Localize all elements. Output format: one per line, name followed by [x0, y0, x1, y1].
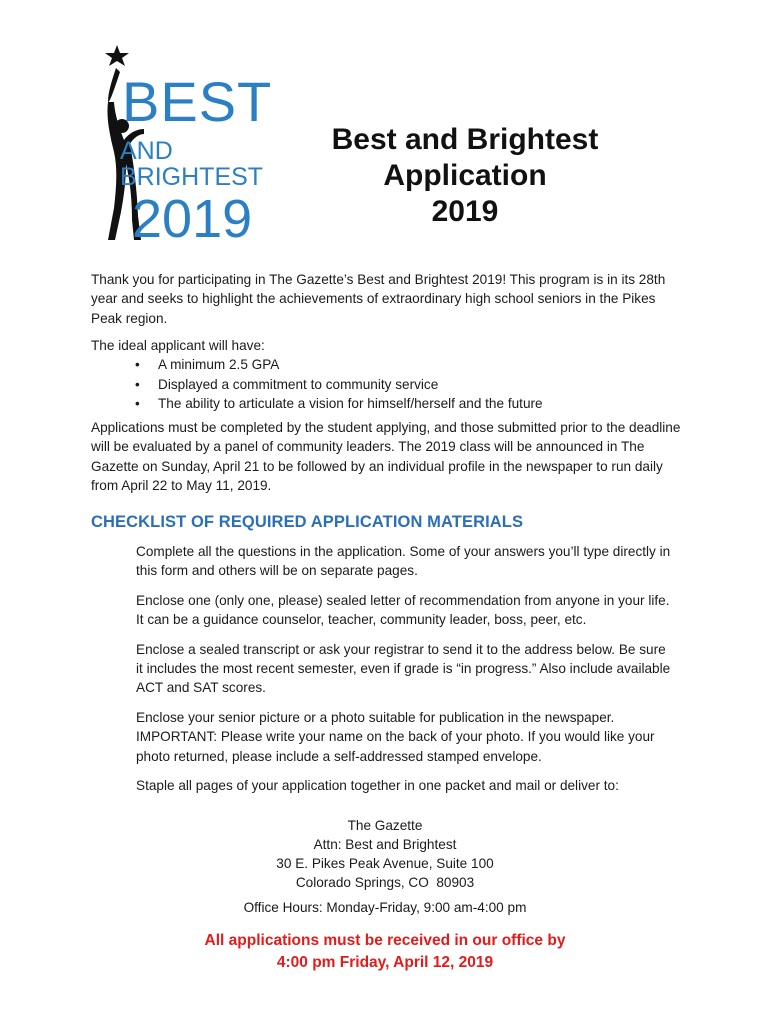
page-title	[300, 122, 630, 230]
checklist-item: Enclose your senior picture or a photo suitable for publication in the newspaper. IMPORTANT: Please write your name on the back of your photo. If you would like your photo returned, please include a self-addressed stamped envelope.	[136, 709, 655, 764]
bullet-icon: •	[135, 376, 140, 392]
checklist-item: Enclose one (only one, please) sealed letter of recommendation from anyone in your life. It can be a guidance counselor, teacher, community leader, boss, peer, etc.	[136, 592, 670, 628]
logo-word-year: 2019	[132, 189, 253, 249]
list-item	[91, 394, 681, 413]
intro-paragraph: Thank you for participating in The Gazette’s Best and Brightest 2019! This program is in its 28th year and seeks to highlight the achievements of extraordinary high school seniors in the Pikes Peak region.	[91, 272, 666, 326]
bullet-icon: •	[135, 357, 140, 373]
deadline-warning	[150, 930, 620, 974]
ideal-applicant-lead: The ideal applicant will have:	[91, 338, 265, 353]
bullet-icon: •	[135, 396, 140, 412]
title-line-3: 2019	[431, 195, 499, 228]
list-item	[91, 375, 681, 394]
warning-line-1: All applications must be received in our office by	[204, 932, 566, 949]
address-line-4: Colorado Springs, CO 80903	[295, 875, 475, 890]
checklist-items	[136, 542, 676, 805]
list-item-text: A minimum 2.5 GPA	[158, 357, 280, 373]
list-item-text: The ability to articulate a vision for himself/herself and the future	[158, 396, 543, 412]
logo-word-best: BEST	[122, 70, 273, 133]
address-line-2: Attn: Best and Brightest	[313, 837, 457, 852]
title-line-1: Best and Brightest	[331, 123, 599, 156]
logo-word-brightest: BRIGHTEST	[120, 163, 264, 191]
evaluation-paragraph: Applications must be completed by the student applying, and those submitted prior to the deadline will be evaluated by a panel of community leaders. The 2019 class will be announced in The Gazette on Sunday, April 21 to be followed by an individual profile in the newspaper to run daily from April 22 to May 11, 2019.	[91, 420, 681, 494]
title-line-2: Application	[383, 159, 547, 192]
mailing-address	[200, 816, 570, 892]
checklist-item: Staple all pages of your application together in one packet and mail or deliver to:	[136, 778, 619, 794]
list-item	[91, 355, 681, 374]
checklist-heading: CHECKLIST OF REQUIRED APPLICATION MATERIALS	[91, 513, 524, 531]
ideal-applicant-section	[91, 336, 681, 414]
list-item-text: Displayed a commitment to community service	[158, 376, 439, 392]
checklist-item: Complete all the questions in the application. Some of your answers you’ll type directly in this form and others will be on separate pages.	[136, 544, 671, 579]
checklist-item: Enclose a sealed transcript or ask your registrar to send it to the address below. Be sure it includes the most recent semester, even if grade is “in progress.” Also include available ACT and SAT scores.	[136, 641, 671, 696]
warning-line-2: 4:00 pm Friday, April 12, 2019	[276, 954, 494, 971]
office-hours: Office Hours: Monday-Friday, 9:00 am-4:00 pm	[243, 900, 527, 915]
address-line-1: The Gazette	[347, 818, 423, 833]
best-and-brightest-logo	[88, 40, 273, 252]
address-line-3: 30 E. Pikes Peak Avenue, Suite 100	[276, 856, 494, 871]
logo-word-and: AND	[120, 137, 173, 165]
ideal-applicant-list	[91, 355, 681, 413]
